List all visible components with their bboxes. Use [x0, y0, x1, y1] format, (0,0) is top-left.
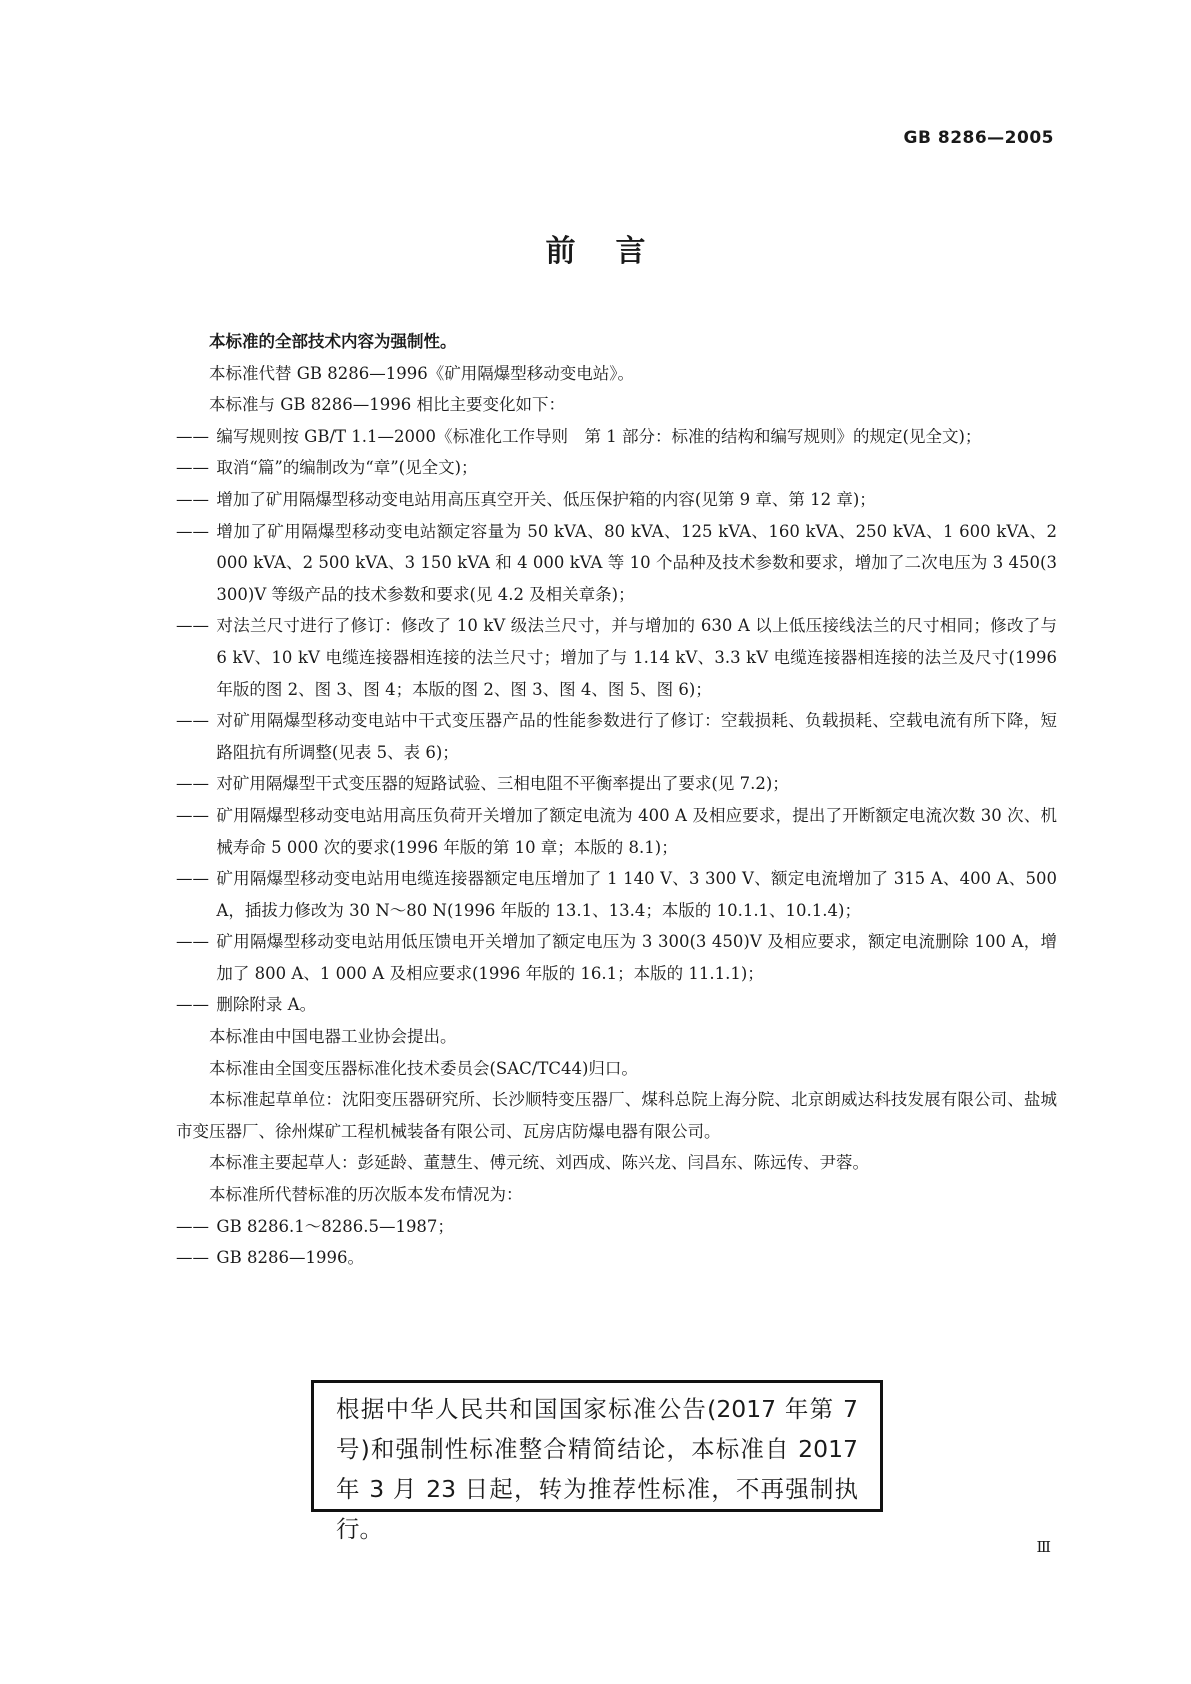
page-title: 前言 [545, 234, 686, 269]
change-item: —— 删除附录 A。 [176, 989, 1057, 1021]
replaces-statement: 本标准代替 GB 8286—1996《矿用隔爆型移动变电站》。 [209, 363, 635, 383]
drafting-units: 本标准起草单位：沈阳变压器研究所、长沙顺特变压器厂、煤科总院上海分院、北京朗威达科技发展有限公司、盐城市变压器厂、徐州煤矿工程机械装备有限公司、瓦房店防爆电器有限公司。 [176, 1090, 1057, 1141]
change-item: —— 对矿用隔爆型干式变压器的短路试验、三相电阻不平衡率提出了要求(见 7.2)； [176, 768, 1057, 800]
change-item: —— 取消“篇”的编制改为“章”(见全文)； [176, 452, 1057, 484]
change-item: —— 增加了矿用隔爆型移动变电站额定容量为 50 kVA、80 kVA、125 kVA、160 kVA、250 kVA、1 600 kVA、2 000 kVA、2 500 kVA、3 150 kVA 和 4 000 kVA 等 10 个品种及技术参数和要求，增加了二次电压为 3 450(3 300)V 等级产品的技术参数和要求(见 4.2 及相关章条)； [176, 516, 1057, 611]
drafters: 本标准主要起草人：彭延龄、董慧生、傅元统、刘西成、陈兴龙、闫昌东、陈远传、尹蓉。 [209, 1153, 869, 1173]
history-item: —— GB 8286.1～8286.5—1987； [176, 1211, 1057, 1243]
document-number: GB 8286—2005 [903, 128, 1054, 148]
change-item: —— 增加了矿用隔爆型移动变电站用高压真空开关、低压保护箱的内容(见第 9 章、第 12 章)； [176, 484, 1057, 516]
dash-bullet: —— [176, 1216, 209, 1236]
dash-bullet: —— [176, 711, 209, 731]
status-notice-box: 根据中华人民共和国国家标准公告(2017 年第 7 号)和强制性标准整合精简结论，本标准自 2017 年 3 月 23 日起，转为推荐性标准，不再强制执行。 [311, 1380, 883, 1512]
change-item: —— 对矿用隔爆型移动变电站中干式变压器产品的性能参数进行了修订：空载损耗、负载损耗、空载电流有所下降，短路阻抗有所调整(见表 5、表 6)； [176, 705, 1057, 768]
dash-bullet: —— [176, 616, 209, 636]
change-item: —— 矿用隔爆型移动变电站用高压负荷开关增加了额定电流为 400 A 及相应要求，提出了开断额定电流次数 30 次、机械寿命 5 000 次的要求(1996 年版的第 10 章；本版的 8.1)； [176, 800, 1057, 863]
history-list [176, 1211, 1057, 1274]
history-item: —— GB 8286—1996。 [176, 1242, 1057, 1274]
mandatory-statement: 本标准的全部技术内容为强制性。 [209, 332, 457, 351]
dash-bullet: —— [176, 458, 209, 478]
dash-bullet: —— [176, 521, 209, 541]
changes-list [176, 421, 1057, 1021]
change-item: —— 矿用隔爆型移动变电站用低压馈电开关增加了额定电压为 3 300(3 450)V 及相应要求，额定电流删除 100 A，增加了 800 A、1 000 A 及相应要求(1996 年版的 16.1；本版的 11.1.1)； [176, 926, 1057, 989]
document-body [176, 326, 1057, 1274]
change-item: —— 对法兰尺寸进行了修订：修改了 10 kV 级法兰尺寸，并与增加的 630 A 以上低压接线法兰的尺寸相同；修改了与 6 kV、10 kV 电缆连接器相连接的法兰尺寸；增加了与 1.14 kV、3.3 kV 电缆连接器相连接的法兰及尺寸(1996 年版的图 2、图 3、图 4；本版的图 2、图 3、图 4、图 5、图 6)； [176, 610, 1057, 705]
changes-intro: 本标准与 GB 8286—1996 相比主要变化如下： [209, 395, 566, 415]
proposer-statement: 本标准由中国电器工业协会提出。 [209, 1027, 457, 1047]
dash-bullet: —— [176, 1248, 209, 1268]
dash-bullet: —— [176, 995, 209, 1015]
dash-bullet: —— [176, 805, 209, 825]
dash-bullet: —— [176, 426, 209, 446]
change-item: —— 编写规则按 GB/T 1.1—2000《标准化工作导则 第 1 部分：标准的结构和编写规则》的规定(见全文)； [176, 421, 1057, 453]
dash-bullet: —— [176, 489, 209, 509]
history-intro: 本标准所代替标准的历次版本发布情况为： [209, 1185, 523, 1205]
committee-statement: 本标准由全国变压器标准化技术委员会(SAC/TC44)归口。 [209, 1058, 638, 1078]
dash-bullet: —— [176, 869, 209, 889]
page-number: Ⅲ [1036, 1538, 1051, 1556]
dash-bullet: —— [176, 774, 209, 794]
dash-bullet: —— [176, 932, 209, 952]
change-item: —— 矿用隔爆型移动变电站用电缆连接器额定电压增加了 1 140 V、3 300 V、额定电流增加了 315 A、400 A、500 A，插拔力修改为 30 N～80 N(1996 年版的 13.1、13.4；本版的 10.1.1、10.1.4)； [176, 863, 1057, 926]
